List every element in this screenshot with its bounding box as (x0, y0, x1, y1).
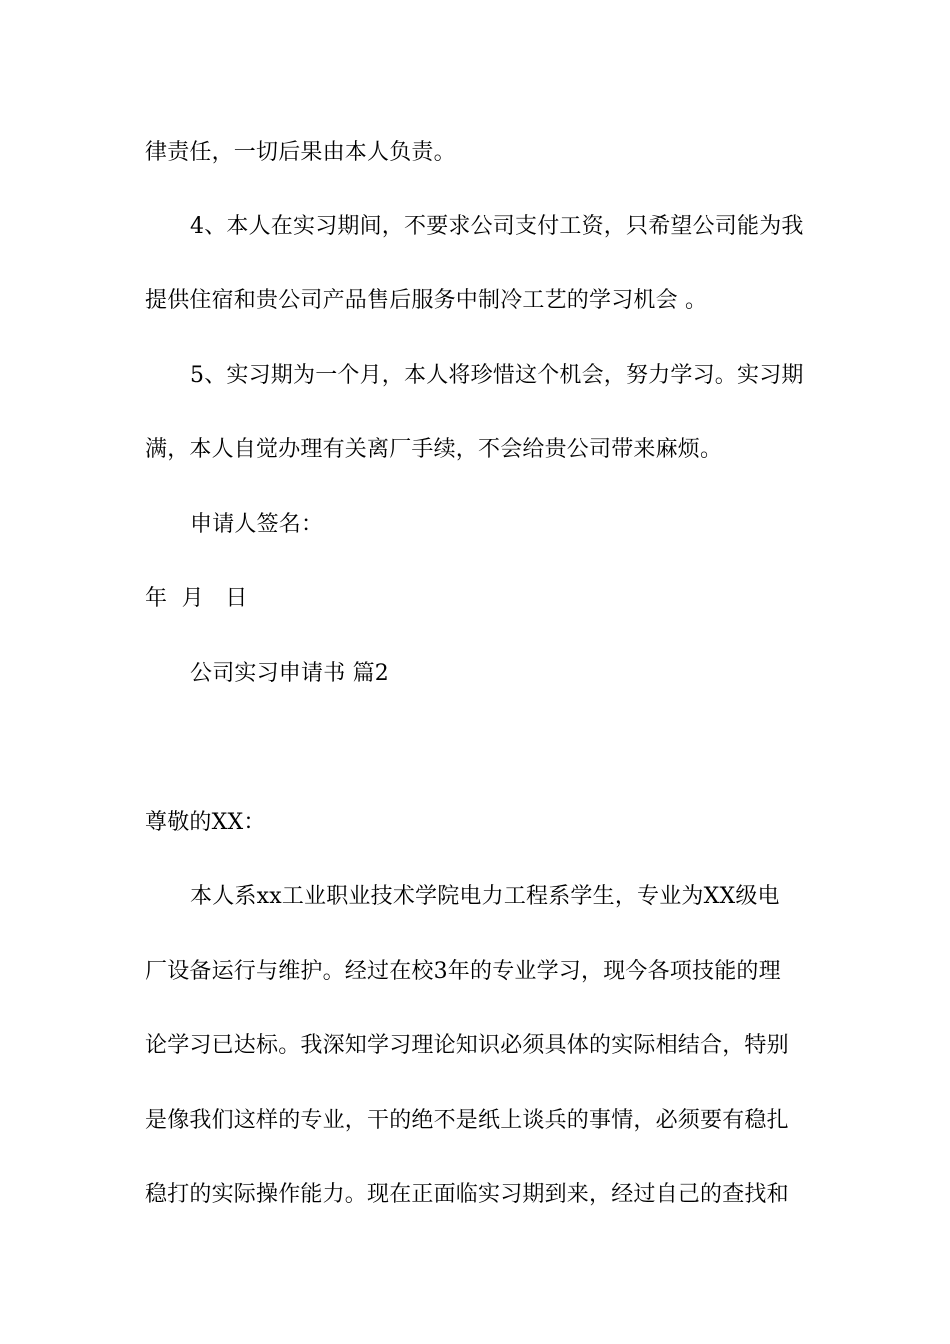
paragraph-line-8: 论学习已达标。我深知学习理论知识必须具体的实际相结合，特别 (145, 1033, 789, 1058)
paragraph-line-1: 律责任，一切后果由本人负责。 (145, 140, 456, 165)
paragraph-line-3: 提供住宿和贵公司产品售后服务中制冷工艺的学习机会 。 (145, 288, 708, 313)
paragraph-line-9: 是像我们这样的专业，干的绝不是纸上谈兵的事情，必须要有稳扎 (145, 1108, 789, 1133)
paragraph-line-10: 稳打的实际操作能力。现在正面临实习期到来，经过自己的查找和 (145, 1182, 789, 1207)
paragraph-line-5: 满，本人自觉办理有关离厂手续，不会给贵公司带来麻烦。 (145, 437, 723, 462)
paragraph-line-6: 本人系xx工业职业技术学院电力工程系学生，专业为XX级电 (190, 884, 780, 909)
date-line: 年 月 日 (145, 586, 248, 611)
salutation: 尊敬的XX： (145, 810, 266, 835)
signature-label: 申请人签名： (190, 512, 324, 537)
paragraph-line-7: 厂设备运行与维护。经过在校3年的专业学习，现今各项技能的理 (145, 959, 781, 984)
section-title: 公司实习申请书 篇2 (190, 661, 389, 686)
paragraph-line-4: 5、实习期为一个月，本人将珍惜这个机会，努力学习。实习期 (190, 363, 804, 388)
paragraph-line-2: 4、本人在实习期间，不要求公司支付工资，只希望公司能为我 (190, 214, 804, 239)
